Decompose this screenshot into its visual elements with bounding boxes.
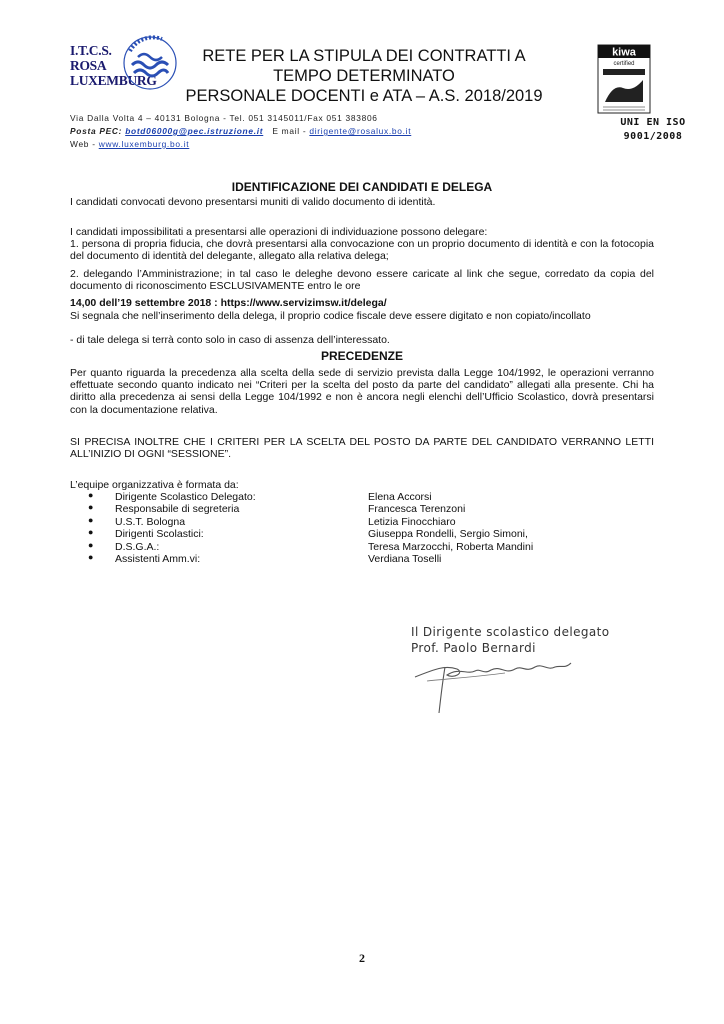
iso-certification [596,116,710,144]
title-line-1: RETE PER LA STIPULA DEI CONTRATTI A [202,47,526,65]
email-link[interactable]: dirigente@rosalux.bo.it [309,126,412,136]
logo-line-1: I.T.C.S. [70,43,112,58]
bullet-icon: ● [88,490,94,500]
paragraph-delegation-option-1: 1. persona di propria fiducia, che dovrà presentarsi alla convocazione con un proprio documento di identità e con la fotocopia del documento di identità del delegante, allegato alla relativa delega; [70,238,654,263]
bullet-icon: ● [88,514,94,525]
list-item [70,553,654,565]
team-list [70,491,654,565]
pec-label: Posta PEC: [70,126,123,136]
kiwa-certification-logo [597,44,651,114]
list-item [70,516,654,528]
paragraph-delegation-intro: I candidati impossibilitati a presentarsi alle operazioni di individuazione possono delegare: [70,226,488,238]
bullet-icon: ● [88,539,94,550]
title-line-3: PERSONALE DOCENTI e ATA – A.S. 2018/2019 [185,87,543,105]
paragraph-valid-document: I candidati convocati devono presentarsi muniti di valido documento di identità. [70,196,436,208]
team-role: Dirigente Scolastico Delegato: [115,491,256,503]
page-number: 2 [359,951,365,965]
section-heading-precedence: PRECEDENZE [320,349,403,363]
handwritten-signature [405,655,577,715]
team-names: Verdiana Toselli [368,552,442,565]
team-names: Francesca Terenzoni [368,503,466,516]
paragraph-criteria-notice: SI PRECISA INOLTRE CHE I CRITERI PER LA SCELTA DEL POSTO DA PARTE DEL CANDIDATO VERRANNO LETTI ALL’INIZIO DI OGNI “SESSIONE”. [70,436,654,461]
team-names: Elena Accorsi [368,491,432,503]
team-role: Responsabile di segreteria [115,503,240,516]
address-line: Via Dalla Volta 4 – 40131 Bologna - Tel. 051 3145011/Fax 051 383806 [70,113,378,123]
section-heading-identification: IDENTIFICAZIONE DEI CANDIDATI E DELEGA [231,180,493,194]
web-label: Web - [70,139,96,149]
logo-emblem-icon [122,35,178,91]
title-line-2: TEMPO DETERMINATO [273,67,455,85]
signature-block [411,624,651,656]
paragraph-absence-note: - di tale delega si terrà conto solo in caso di assenza dell’interessato. [70,334,390,346]
paragraph-deadline-link: 14,00 dell’19 settembre 2018 : https://www.servizimsw.it/delega/ [70,297,387,309]
bullet-icon: ● [88,502,94,513]
kiwa-certified: certified [613,61,635,67]
paragraph-precedence-rules: Per quanto riguarda la precedenza alla scelta della sede di servizio prevista dalla Legge 104/1992, le operazioni verranno effettuate secondo quanto indicato nei “Criteri per la scelta del posto da parte del candidato” allegati alla presente. Chi ha diritto alla precedenza ai sensi della Legge 104/1992 e non è ancora negli elenchi dell’Ufficio Scolastico, dovrà presentarsi con la documentazione relativa. [70,367,654,416]
iso-line-1: UNI EN ISO [620,117,686,128]
team-names: Letizia Finocchiaro [368,515,456,528]
logo-line-3: LUXEMBURG [70,73,157,88]
team-role: U.S.T. Bologna [115,515,186,528]
list-item [70,541,654,553]
website-link[interactable]: www.luxemburg.bo.it [98,139,190,149]
paragraph-delegation-option-2: 2. delegando l’Amministrazione; in tal caso le deleghe devono essere caricate al link che segue, corredato da copia del documento di riconoscimento ESCLUSIVAMENTE entro le ore [70,268,654,293]
document-title [182,46,546,106]
pec-email-link[interactable]: botd06000g@pec.istruzione.it [125,126,264,136]
kiwa-brand: kiwa [612,46,636,59]
email-label: E mail - [272,126,307,136]
team-names: Teresa Marzocchi, Roberta Mandini [368,540,534,553]
bullet-icon: ● [88,527,94,538]
team-role: Assistenti Amm.vi: [115,552,201,565]
team-role: D.S.G.A.: [115,540,160,553]
contact-info [70,112,570,151]
school-logo [70,35,175,105]
list-item [70,491,654,503]
bullet-icon: ● [88,551,94,562]
logo-line-2: ROSA [70,58,107,73]
paragraph-fiscal-code-note: Si segnala che nell’inserimento della delega, il proprio codice fiscale deve essere digitato e non copiato/incollato [70,310,591,322]
team-role: Dirigenti Scolastici: [115,528,204,541]
iso-line-2: 9001/2008 [623,131,683,142]
team-names: Giuseppa Rondelli, Sergio Simoni, [368,528,528,541]
paragraph-team-intro: L’equipe organizzativa è formata da: [70,479,239,491]
signer-name: Prof. Paolo Bernardi [411,641,536,655]
signer-title: Il Dirigente scolastico delegato [411,625,610,639]
web-line [70,138,570,151]
list-item [70,503,654,515]
list-item [70,528,654,540]
email-line [70,125,570,138]
